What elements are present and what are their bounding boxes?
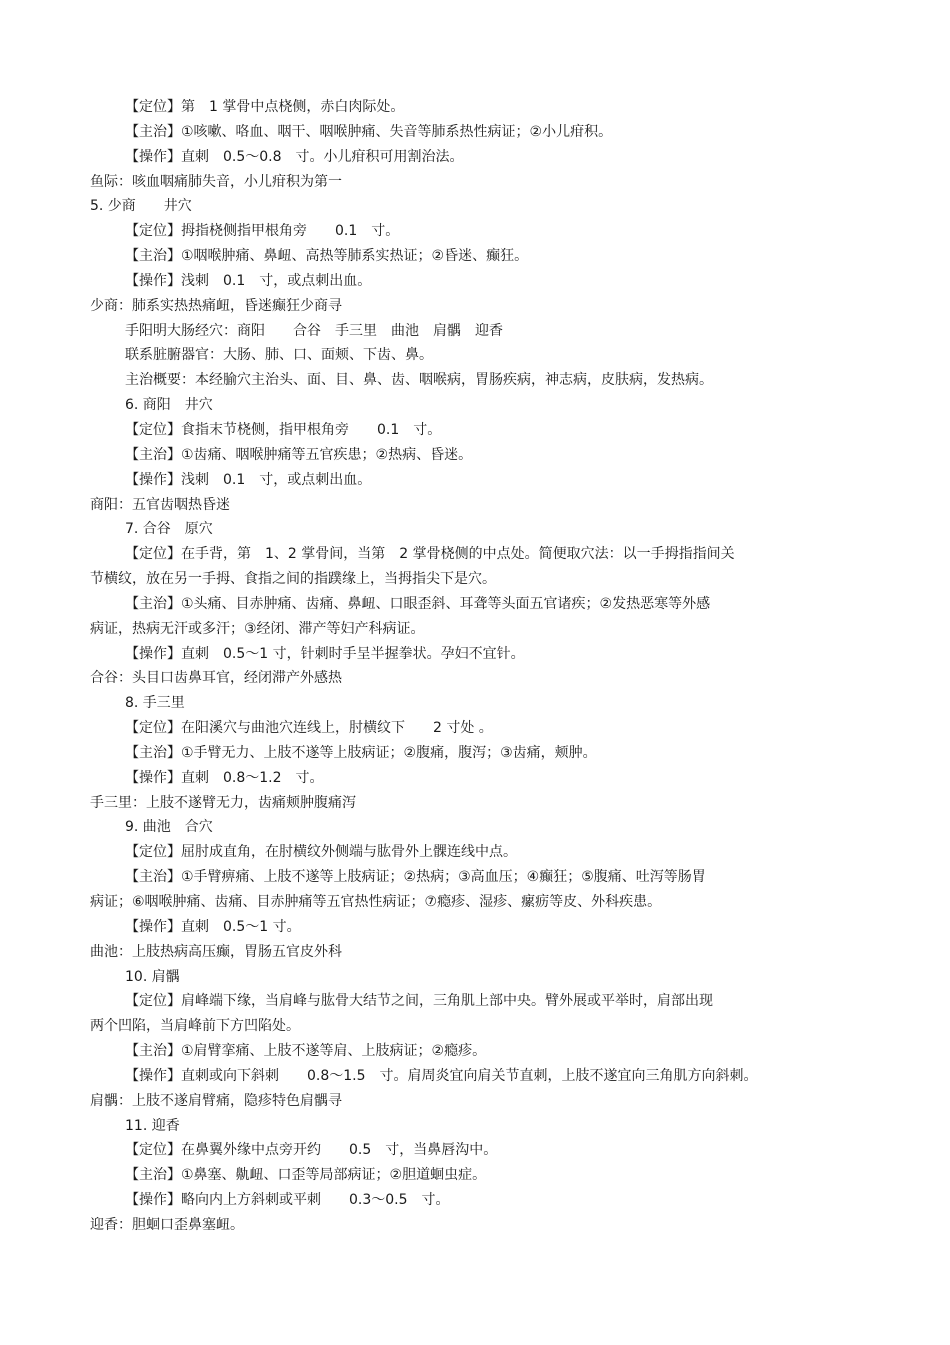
text-line: 手三里：上肢不遂臂无力，齿痛颊肿腹痛泻	[90, 794, 356, 811]
text-line: 合谷：头目口齿鼻耳官，经闭滞产外感热	[90, 670, 342, 687]
text-line: 6. 商阳 井穴	[125, 397, 213, 414]
text-line: 【操作】直刺 0.5～1 寸。	[125, 918, 301, 935]
text-line: 【定位】屈肘成直角，在肘横纹外侧端与肱骨外上髁连线中点。	[125, 844, 517, 861]
text-line: 【主治】①鼻塞、鼽衄、口歪等局部病证；②胆道蛔虫症。	[125, 1167, 487, 1184]
text-line: 7. 合谷 原穴	[125, 521, 213, 538]
document-body	[0, 95, 950, 1238]
text-line: 【定位】拇指桡侧指甲根角旁 0.1 寸。	[125, 223, 400, 240]
text-line: 联系脏腑器官：大肠、肺、口、面颊、下齿、鼻。	[125, 347, 433, 364]
text-line: 8. 手三里	[125, 695, 185, 712]
text-line: 病证，热病无汗或多汗；③经闭、滞产等妇产科病证。	[90, 620, 425, 637]
text-line: 【主治】①肩臂挛痛、上肢不遂等肩、上肢病证；②瘾疹。	[125, 1043, 487, 1060]
text-line: 10. 肩髃	[125, 968, 180, 985]
text-line: 【定位】食指末节桡侧，指甲根角旁 0.1 寸。	[125, 421, 442, 438]
text-line: 11. 迎香	[125, 1117, 180, 1134]
text-line: 商阳：五官齿咽热昏迷	[90, 496, 230, 513]
text-line: 【操作】略向内上方斜刺或平刺 0.3～0.5 寸。	[125, 1192, 450, 1209]
text-line: 【主治】①手臂痹痛、上肢不遂等上肢病证；②热病；③高血压；④癫狂；⑤腹痛、吐泻等肠胃	[125, 869, 706, 886]
text-line: 【定位】在阳溪穴与曲池穴连线上，肘横纹下 2 寸处 。	[125, 720, 493, 737]
text-line: 肩髃：上肢不遂肩臂痛，隐疹特色肩髃寻	[90, 1092, 342, 1109]
text-line: 【主治】①头痛、目赤肿痛、齿痛、鼻衄、口眼歪斜、耳聋等头面五官诸疾；②发热恶寒等外感	[125, 595, 711, 612]
text-line: 【操作】直刺 0.5～1 寸，针刺时手呈半握拳状。孕妇不宜针。	[125, 645, 525, 662]
text-line: 【定位】肩峰端下缘，当肩峰与肱骨大结节之间，三角肌上部中央。臂外展或平举时，肩部出现	[125, 993, 713, 1010]
text-line: 【操作】直刺 0.8～1.2 寸。	[125, 769, 324, 786]
text-line: 手阳明大肠经穴：商阳 合谷 手三里 曲池 肩髃 迎香	[125, 322, 503, 339]
text-line: 少商：肺系实热热痛衄，昏迷癫狂少商寻	[90, 297, 342, 314]
text-line: 【主治】①咳嗽、咯血、咽干、咽喉肿痛、失音等肺系热性病证；②小儿疳积。	[125, 123, 613, 140]
text-line: 【操作】直刺或向下斜刺 0.8～1.5 寸。肩周炎宜向肩关节直刺，上肢不遂宜向三角肌方向斜刺。	[125, 1067, 758, 1084]
text-line: 节横纹，放在另一手拇、食指之间的指蹼缘上，当拇指尖下是穴。	[90, 571, 496, 588]
text-line: 曲池：上肢热病高压癫，胃肠五官皮外科	[90, 943, 342, 960]
text-line: 5. 少商 井穴	[90, 198, 192, 215]
text-line: 【定位】在鼻翼外缘中点旁开约 0.5 寸，当鼻唇沟中。	[125, 1142, 498, 1159]
text-line: 【主治】①咽喉肿痛、鼻衄、高热等肺系实热证；②昏迷、癫狂。	[125, 248, 529, 265]
text-line: 【操作】浅刺 0.1 寸，或点刺出血。	[125, 471, 372, 488]
text-line: 鱼际：咳血咽痛肺失音，小儿疳积为第一	[90, 173, 342, 190]
text-line: 【定位】在手背，第 1、2 掌骨间，当第 2 掌骨桡侧的中点处。简便取穴法：以一手拇指指间关	[125, 546, 735, 563]
text-line: 【定位】第 1 掌骨中点桡侧，赤白肉际处。	[125, 99, 405, 115]
text-line: 9. 曲池 合穴	[125, 819, 213, 836]
text-line: 迎香：胆蛔口歪鼻塞衄。	[90, 1216, 244, 1233]
text-line: 【主治】①手臂无力、上肢不遂等上肢病证；②腹痛，腹泻；③齿痛，颊肿。	[125, 744, 597, 761]
text-line: 主治概要：本经腧穴主治头、面、目、鼻、齿、咽喉病，胃肠疾病，神志病，皮肤病，发热病。	[125, 372, 713, 389]
text-line: 病证；⑥咽喉肿痛、齿痛、目赤肿痛等五官热性病证；⑦瘾疹、湿疹、瘰疬等皮、外科疾患。	[90, 894, 662, 910]
text-line: 【操作】直刺 0.5～0.8 寸。小儿疳积可用割治法。	[125, 148, 464, 165]
text-line: 【操作】浅刺 0.1 寸，或点刺出血。	[125, 272, 372, 289]
text-line: 两个凹陷，当肩峰前下方凹陷处。	[90, 1018, 300, 1035]
text-line: 【主治】①齿痛、咽喉肿痛等五官疾患；②热病、昏迷。	[125, 446, 473, 463]
